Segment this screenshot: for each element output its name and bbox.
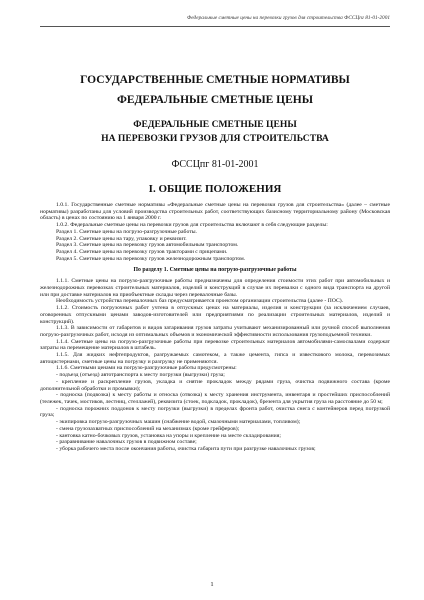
paragraph-1-1-5: 1.1.5. Для жидких нефтепродуктов, разгружаемых самотеком, а также цемента, гипса и известкового молока, перевозимых автоцистернами, сметные цены на погрузку и разгрузку не применяются.	[40, 352, 390, 365]
paragraph-1-1-3: 1.1.3. В зависимости от габаритов и видов затаривания грузов затраты учитывают механизированный или ручной способ выполнения погрузо-разгрузочных работ, исходя из оптимальных объемов и экономической эффективности использования грузоподъемной техники.	[40, 325, 390, 338]
section-list-item: Раздел 3. Сметные цены на перевозку грузов автомобильным транспортом.	[56, 242, 239, 249]
page-number: 1	[210, 581, 214, 588]
list-item: - подъезд (отъезд) автотранспорта к месту погрузки (выгрузки) груза;	[56, 372, 225, 379]
paragraph-1-1-1: 1.1.1. Сметные цены на погрузо-разгрузочные работы предназначены для определения стоимости этих работ при автомобильных и железнодорожных перевозках строительных материалов, изделий и конструкций в случае их перевалки с одного вида транспорта на другой или при доставке материалов на приобъектные склады через перевалочные базы.	[40, 278, 390, 298]
list-item: - кантовка катно-бочковых грузов, установка на упоры и крепление на месте складирования;	[56, 432, 281, 439]
running-title: Федеральные сметные цены на перевозки грузов для строительства ФССЦпг 81-01-2001	[187, 15, 390, 21]
list-item: - крепление и раскрепление грузов, укладка и снятие прокладок между рядами груза, очистка подвижного состава (кроме дополнительной обработки и промывки);	[40, 378, 390, 392]
list-item: - подноска порожних поддонов к месту погрузки (выгрузки) в пределах фронта работ, очистка снега с контейнеров перед погрузкой груза;	[40, 405, 390, 419]
doc-title-line2: ФЕДЕРАЛЬНЫЕ СМЕТНЫЕ ЦЕНЫ	[116, 94, 314, 106]
section-list-item: Раздел 2. Сметные цены на тару, упаковку и реквизит.	[56, 235, 187, 242]
section-heading: I. ОБЩИЕ ПОЛОЖЕНИЯ	[148, 183, 282, 195]
section-list-item: Раздел 5. Сметные цены на перевозку грузов железнодорожным транспортом.	[56, 255, 246, 262]
list-item: - смена грузозахватных приспособлений на механизмах (кроме грейферов);	[56, 425, 240, 432]
paragraph-1-1-1-note: Необходимость устройства перевалочных баз предусматривается проектом организации строительства (далее - ПОС).	[56, 298, 344, 305]
doc-subtitle-line1: ФЕДЕРАЛЬНЫЕ СМЕТНЫЕ ЦЕНЫ	[133, 119, 297, 130]
paragraph-1-0-2: 1.0.2. Федеральные сметные цены на перевозки грузов для строительства включают в себя следующие разделы:	[56, 222, 328, 229]
paragraph-1-1-4: 1.1.4. Сметные цены на погрузо-разгрузочные работы при перевозке строительных материалов автомобилями-самосвалами содержат затраты на перемещение материалов в штабель.	[40, 338, 390, 352]
paragraph-1-0-1: 1.0.1. Государственные сметные нормативы «Федеральные сметные цены на перевозки грузов для строительства» (далее – сметные нормативы) разработаны для условий производства строительных работ, соответствующих базисному территориальному району (Московская область) в ценах по состоянию на 1 января 2000 г.	[40, 202, 390, 222]
paragraph-1-1-2: 1.1.2. Стоимость погрузочных работ учтена в отпускных ценах на материалы, изделия и конструкции (за исключением случаев, оговоренных отпускными ценами заводов-изготовителей или предприятиями по реализации строительных материалов, изделий и конструкций).	[40, 305, 390, 325]
subsection-heading: По разделу 1. Сметные цены на погрузо-разгрузочные работы	[133, 267, 297, 274]
section-list-item: Раздел 1. Сметные цены на погрузо-разгрузочные работы.	[56, 228, 197, 235]
section-list-item: Раздел 4. Сметные цены на перевозку грузов тракторами с прицепами.	[56, 248, 228, 255]
list-item: - разравнивание навалочных грузов в подвижном составе;	[56, 439, 197, 446]
list-item: - уборка рабочего места после окончания работы, очистка габарита пути при разгрузке навалочных грузов;	[56, 445, 316, 452]
list-item: - подноска (подвозка) к месту работы и относка (отвозка) к месту хранения инструмента, инвентаря и простейших приспособлений (тележек, тачек, мостиков, лестниц, стеллажей), реквизита (стоек, подкладок, прокладок), брезента для укрытия груза на расстояние до 50 м;	[40, 392, 390, 405]
doc-title-line1: ГОСУДАРСТВЕННЫЕ СМЕТНЫЕ НОРМАТИВЫ	[80, 74, 350, 86]
paragraph-1-1-6: 1.1.6. Сметными ценами на погрузо-разгрузочные работы предусмотрены:	[56, 365, 237, 372]
doc-subtitle-line2: НА ПЕРЕВОЗКИ ГРУЗОВ ДЛЯ СТРОИТЕЛЬСТВА	[101, 133, 329, 144]
doc-code: ФССЦпг 81-01-2001	[171, 159, 259, 170]
page-content	[40, 70, 390, 453]
list-item: - экипировка погрузо-разгрузочных машин (снабжение водой, смазочными материалами, топливом);	[56, 419, 301, 426]
running-header	[40, 14, 390, 27]
